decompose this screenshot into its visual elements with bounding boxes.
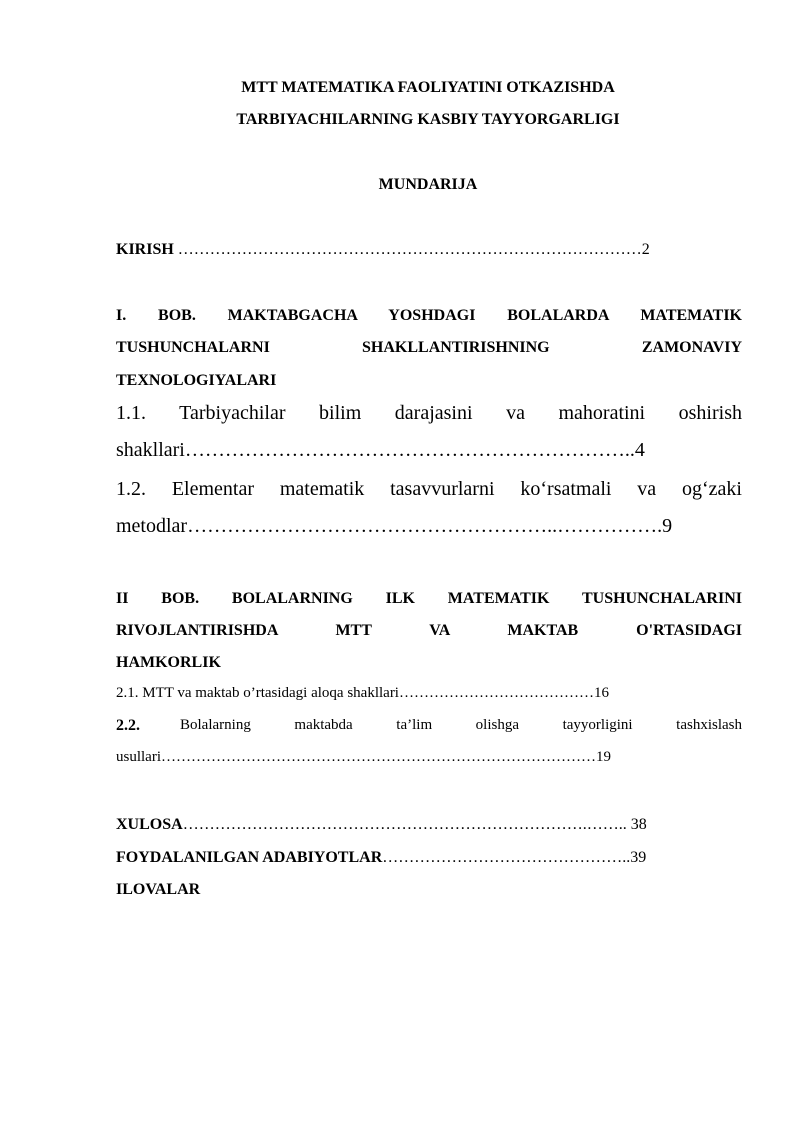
toc-entry-intro-label: KIRISH — [116, 241, 174, 258]
toc-entry-references-label: FOYDALANILGAN ADABIYOTLAR — [116, 849, 383, 866]
toc-section-1-1-line-1[interactable]: 1.1. Tarbiyachilar bilim darajasini va mahoratini oshirish — [116, 402, 742, 424]
toc-chapter-2-heading-line-3[interactable]: HAMKORLIK — [116, 654, 221, 671]
toc-section-2-2-page: 19 — [596, 749, 611, 765]
toc-entry-intro[interactable] — [116, 240, 742, 260]
document-title-line-1: MTT MATEMATIKA FAOLIYATINI OTKAZISHDA — [241, 79, 615, 96]
toc-chapter-1-heading-line-3[interactable]: TEXNOLOGIYALARI — [116, 372, 277, 389]
toc-section-1-1-page: 4 — [634, 439, 645, 461]
toc-chapter-2-heading-line-1[interactable]: II BOB. BOLALARNING ILK MATEMATIK TUSHUNCHALARINI — [116, 590, 742, 607]
toc-entry-references-page: 39 — [630, 849, 647, 866]
toc-chapter-1-heading-line-2[interactable]: TUSHUNCHALARNI SHAKLLANTIRISHNING ZAMONAVIY — [116, 339, 742, 356]
toc-section-1-1-line-2[interactable] — [116, 438, 742, 462]
toc-section-1-2-line-1[interactable]: 1.2. Elementar matematik tasavvurlarni ko‘rsatmali va og‘zaki — [116, 478, 742, 500]
toc-heading: MUNDARIJA — [378, 176, 478, 193]
toc-section-2-2-line-1[interactable] — [116, 716, 742, 735]
toc-section-1-1-text: shakllari………………………………………………………….. — [116, 439, 635, 461]
toc-entry-conclusion-label: XULOSA — [116, 816, 183, 833]
toc-section-2-2-line-2[interactable] — [116, 748, 742, 767]
toc-section-2-1-text: 2.1. MTT va maktab o’rtasidagi aloqa shakllari………………………………… — [116, 685, 594, 701]
toc-section-1-2-line-2[interactable] — [116, 514, 742, 538]
toc-section-2-2-text: usullari…………………………………………………………………………… — [116, 749, 596, 765]
document-title-line-2: TARBIYACHILARNING KASBIY TAYYORGARLIGI — [236, 111, 620, 128]
toc-entry-conclusion[interactable] — [116, 815, 742, 835]
toc-section-2-2-number: 2.2. — [116, 717, 140, 734]
toc-chapter-2-heading-line-2[interactable]: RIVOJLANTIRISHDA MTT VA MAKTAB O'RTASIDAGI — [116, 622, 742, 639]
toc-entry-appendix[interactable]: ILOVALAR — [116, 881, 201, 898]
toc-section-2-1[interactable] — [116, 684, 742, 703]
toc-entry-intro-page: 2 — [641, 241, 650, 258]
toc-section-1-2-page: 9 — [662, 515, 673, 537]
toc-entry-references[interactable] — [116, 848, 742, 868]
toc-entry-conclusion-leader: ………………………………………………………………….…….. — [182, 816, 631, 833]
toc-section-2-2-title: Bolalarning maktabda ta’lim olishga tayyorligini tashxislash — [180, 717, 742, 733]
toc-entry-intro-leader: …………………………………………………………………………… — [173, 241, 642, 258]
toc-entry-conclusion-page: 38 — [630, 816, 647, 833]
toc-entry-references-leader: ……………………………………….. — [382, 849, 631, 866]
toc-section-2-1-page: 16 — [593, 685, 609, 701]
toc-chapter-1-heading-line-1[interactable]: I. BOB. MAKTABGACHA YOSHDAGI BOLALARDA MATEMATIK — [116, 307, 742, 324]
toc-section-1-2-text: metodlar………………………………………………..……………. — [116, 515, 663, 537]
